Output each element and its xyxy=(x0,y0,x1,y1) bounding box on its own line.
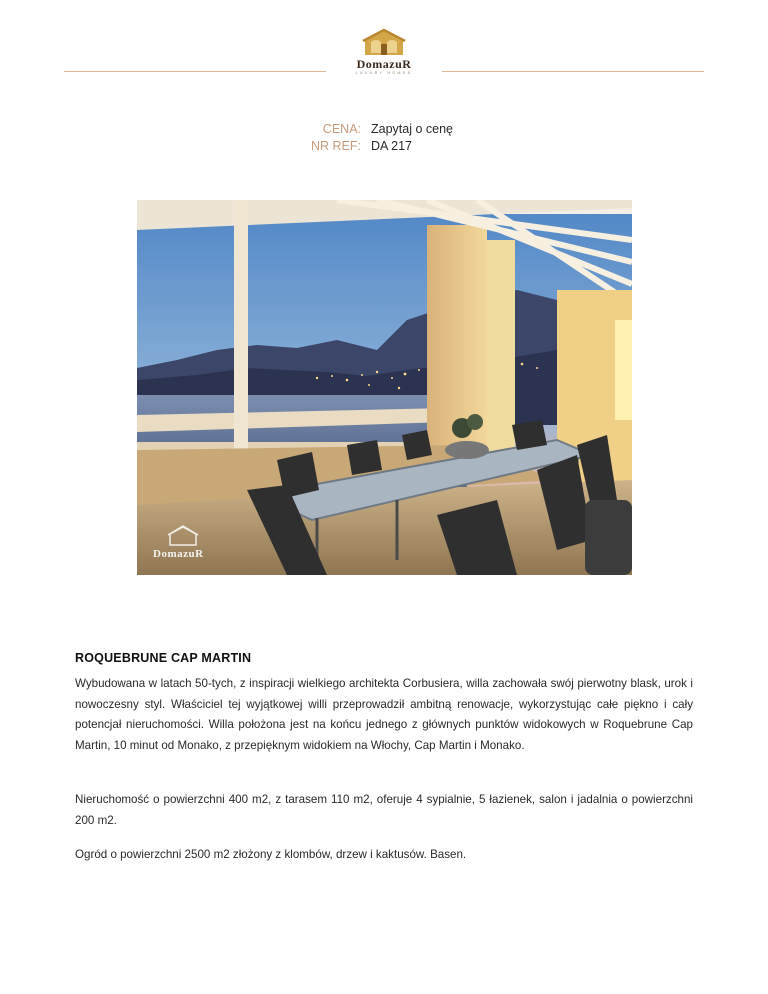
header-rule-left xyxy=(64,71,326,72)
description-paragraph-1: Wybudowana w latach 50-tych, z inspiracji wielkiego architekta Corbusiera, willa zachowała swój pierwotny blask, urok i nowoczesny styl. Właściciel tej wyjątkowej willi przeprowadził ambitną renowacje, wykorzystując całe piękno i cały potencjał nieruchomości. Willa położona jest na końcu jednego z głównych punktów widokowych w Roquebrune Cap Martin, 10 minut od Monako, z przepięknym widokiem na Włochy, Cap Martin i Monako. xyxy=(75,677,693,752)
house-logo-icon xyxy=(359,28,409,58)
property-photo xyxy=(137,200,632,575)
price-label: CENA: xyxy=(322,122,361,136)
price-value: Zapytaj o cenę xyxy=(371,122,453,136)
description-paragraph-3: Ogród o powierzchni 2500 m2 złożony z klombów, drzew i kaktusów. Basen. xyxy=(75,848,467,861)
brand-tagline: LUXURY HOMES xyxy=(355,71,413,75)
brand-logo xyxy=(334,28,434,80)
header-rule-right xyxy=(442,71,704,72)
ref-label: NR REF: xyxy=(311,139,361,153)
photo-watermark: DomazuR xyxy=(153,548,204,560)
listing-title: ROQUEBRUNE CAP MARTIN xyxy=(75,651,252,665)
ref-value: DA 217 xyxy=(371,139,413,153)
brand-name: DomazuR xyxy=(356,57,412,71)
description-paragraph-2: Nieruchomość o powierzchni 400 m2, z tarasem 110 m2, oferuje 4 sypialnie, 5 łazienek, salon i jadalnia o powierzchni 200 m2. xyxy=(75,793,693,827)
